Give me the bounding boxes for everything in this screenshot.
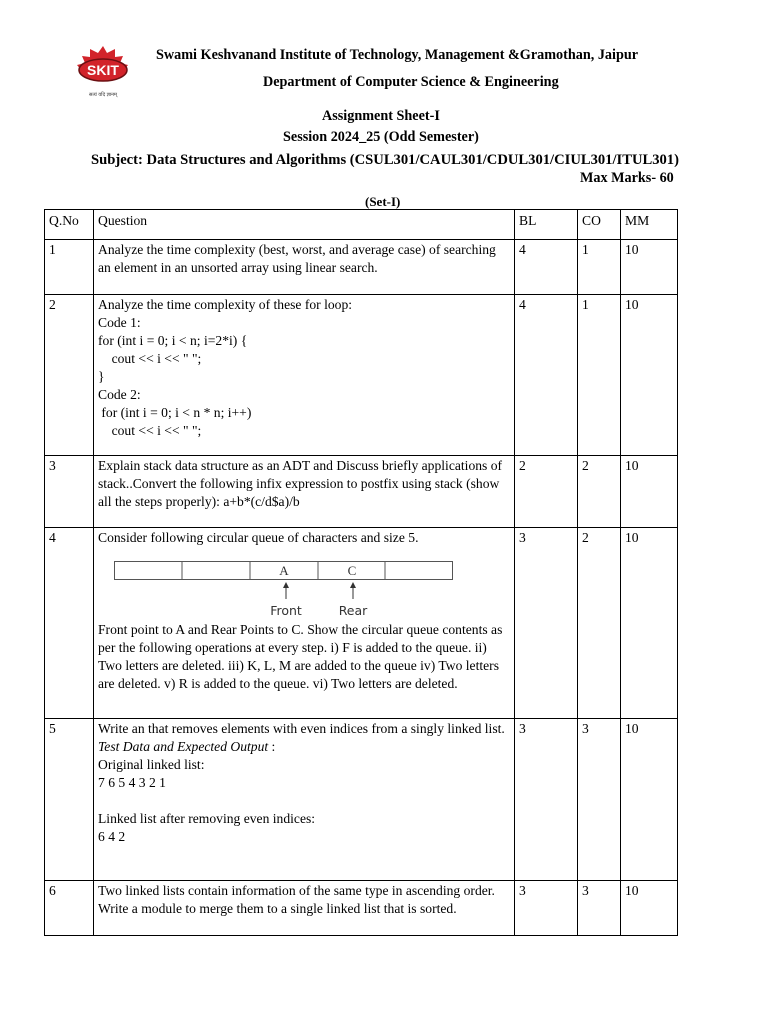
bl-cell: 3 (515, 719, 578, 881)
mm-cell: 10 (621, 881, 678, 936)
question-cell: Two linked lists contain information of the same type in ascending order. Write a module to merge them to a single linked list that is sorted. (94, 881, 515, 936)
max-marks: Max Marks- 60 (580, 170, 674, 186)
table-row (45, 528, 678, 719)
logo-tagline: सत्यं वदि ज्ञानम् (89, 92, 117, 98)
rear-label: Rear (338, 603, 368, 618)
mm-cell: 10 (621, 719, 678, 881)
co-cell: 3 (578, 719, 621, 881)
question-text: Write an that removes elements with even indices from a singly linked list. (98, 721, 505, 736)
question-cell: Analyze the time complexity of these for loop: Code 1: for (int i = 0; i < n; i=2*i) { cout << i << " "; } Code 2: for (int i = 0; i < n * n; i++) cout << i << " "; (94, 295, 515, 456)
front-label: Front (270, 603, 302, 618)
test-data-content: : Original linked list: 7 6 5 4 3 2 1 Linked list after removing even indices: 6 4 2 (98, 739, 316, 844)
mm-cell: 10 (621, 456, 678, 528)
bl-cell: 4 (515, 295, 578, 456)
co-cell: 2 (578, 456, 621, 528)
question-text: Consider following circular queue of characters and size 5. (98, 530, 419, 545)
circular-queue-diagram (114, 557, 456, 621)
table-row (45, 295, 678, 456)
question-text-continued: Front point to A and Rear Points to C. Show the circular queue contents as per the following operations at every step. i) F is added to the queue. ii) Two letters are deleted. iii) K, L, M are added to the queue iv) Two letters are deleted. v) R is added to the queue. vi) Two letters are deleted. (98, 622, 503, 691)
qno-cell: 6 (45, 881, 94, 936)
qno-cell: 2 (45, 295, 94, 456)
session-label: Session 2024_25 (Odd Semester) (283, 129, 479, 145)
question-cell: Explain stack data structure as an ADT and Discuss briefly applications of stack..Convert the following infix expression to postfix using stack (show all the steps properly): a+b*(c/d$a)/b (94, 456, 515, 528)
table-row (45, 719, 678, 881)
header-question: Question (94, 210, 515, 240)
logo-text: SKIT (87, 62, 119, 78)
mm-cell: 10 (621, 240, 678, 295)
header-co: CO (578, 210, 621, 240)
table-row (45, 881, 678, 936)
question-table (44, 209, 678, 936)
question-cell (94, 719, 515, 881)
skit-logo (72, 44, 134, 102)
mm-cell: 10 (621, 295, 678, 456)
bl-cell: 3 (515, 881, 578, 936)
set-label: (Set-I) (365, 194, 401, 209)
header-qno: Q.No (45, 210, 94, 240)
subject-label: Subject: Data Structures and Algorithms (CSUL301/CAUL301/CDUL301/CIUL301/ITUL301) (91, 152, 679, 168)
queue-cell-value: A (279, 563, 289, 578)
header-bl: BL (515, 210, 578, 240)
header-mm: MM (621, 210, 678, 240)
bl-cell: 3 (515, 528, 578, 719)
rear-arrow-head (350, 582, 356, 588)
bl-cell: 4 (515, 240, 578, 295)
sheet-title: Assignment Sheet-I (322, 108, 440, 124)
co-cell: 1 (578, 240, 621, 295)
table-row (45, 456, 678, 528)
mm-cell: 10 (621, 528, 678, 719)
department-name: Department of Computer Science & Engineering (263, 74, 559, 90)
qno-cell: 4 (45, 528, 94, 719)
institute-name: Swami Keshvanand Institute of Technology, Management &Gramothan, Jaipur (156, 47, 639, 63)
co-cell: 1 (578, 295, 621, 456)
question-cell: Analyze the time complexity (best, worst, and average case) of searching an element in an unsorted array using linear search. (94, 240, 515, 295)
bl-cell: 2 (515, 456, 578, 528)
qno-cell: 1 (45, 240, 94, 295)
qno-cell: 3 (45, 456, 94, 528)
test-data-label: Test Data and Expected Output (98, 739, 269, 754)
table-header-row (45, 210, 678, 240)
table-row (45, 240, 678, 295)
front-arrow-head (283, 582, 289, 588)
queue-cell-value: C (347, 563, 357, 578)
co-cell: 2 (578, 528, 621, 719)
co-cell: 3 (578, 881, 621, 936)
qno-cell: 5 (45, 719, 94, 881)
question-cell (94, 528, 515, 719)
